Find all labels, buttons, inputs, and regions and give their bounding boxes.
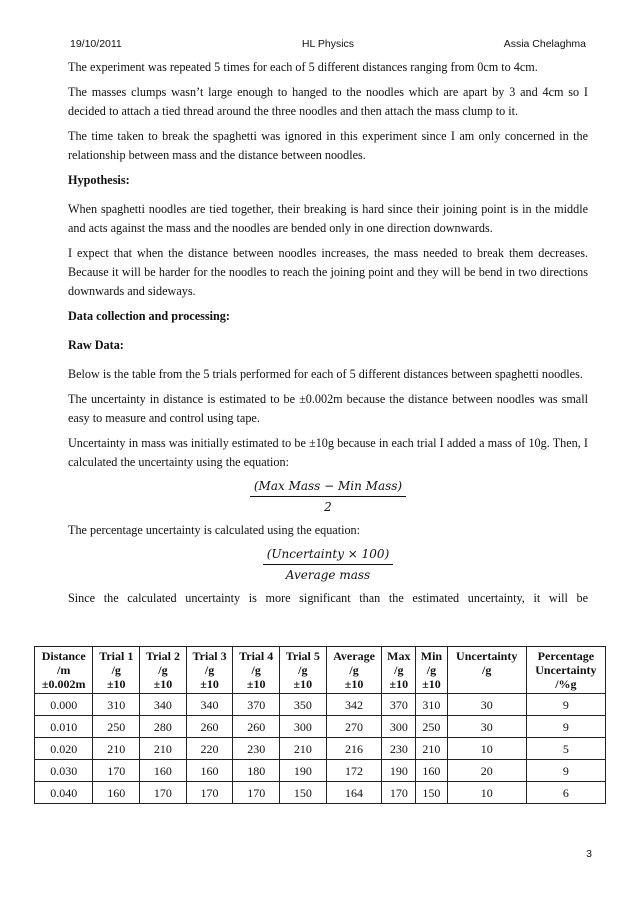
page-number: 3 (586, 848, 592, 860)
percentage-equation (68, 546, 588, 583)
table-cell: 170 (93, 760, 140, 782)
paragraph-repetitions: The experiment was repeated 5 times for each of 5 different distances ranging from 0cm to 4cm. (68, 60, 538, 74)
paragraph-mass-clumps: The masses clumps wasn’t large enough to hanged to the noodles which are apart by 3 and 4cm so I decided to attach a tied thread around the three noodles and then attach the mass clump to it. (68, 85, 588, 118)
table-cell: 210 (93, 738, 140, 760)
table-cell: 160 (186, 760, 233, 782)
table-cell: 170 (382, 782, 416, 804)
table-cell: 250 (416, 716, 447, 738)
table-cell: 164 (326, 782, 382, 804)
table-cell: 210 (416, 738, 447, 760)
header-min: Min /g ±10 (416, 647, 447, 694)
table-cell: 150 (280, 782, 327, 804)
table-row (35, 694, 606, 716)
table-cell: 220 (186, 738, 233, 760)
percentage-equation-denominator: Average mass (285, 568, 371, 582)
table-cell: 0.020 (35, 738, 93, 760)
paragraph-hypothesis-1: When spaghetti noodles are tied together, their breaking is hard since their joining point is in the middle and acts against the mass and the noodles are bended only in one direction downwards. (68, 202, 588, 235)
table-cell: 190 (382, 760, 416, 782)
table-cell: 10 (447, 782, 526, 804)
header-distance: Distance /m ±0.002m (35, 647, 93, 694)
page-header (70, 38, 586, 52)
table-cell: 172 (326, 760, 382, 782)
table-cell: 340 (140, 694, 187, 716)
table-cell: 280 (140, 716, 187, 738)
table-cell: 170 (186, 782, 233, 804)
header-subject: HL Physics (301, 38, 355, 50)
table-cell: 30 (447, 716, 526, 738)
table-cell: 10 (447, 738, 526, 760)
table-cell: 20 (447, 760, 526, 782)
paragraph-time-ignored: The time taken to break the spaghetti was ignored in this experiment since I am only concerned in the relationship between mass and the distance between noodles. (68, 129, 588, 162)
table-cell: 370 (233, 694, 280, 716)
table-cell: 210 (140, 738, 187, 760)
table-cell: 9 (526, 760, 605, 782)
uncertainty-equation (68, 478, 588, 515)
table-cell: 230 (382, 738, 416, 760)
table-cell: 170 (233, 782, 280, 804)
table-cell: 9 (526, 694, 605, 716)
table-cell: 310 (93, 694, 140, 716)
table-cell: 160 (416, 760, 447, 782)
paragraph-conclusion-fragment: Since the calculated uncertainty is more significant than the estimated uncertainty, it will be (68, 591, 588, 605)
table-cell: 300 (382, 716, 416, 738)
paragraph-hypothesis-2: I expect that when the distance between noodles increases, the mass needed to break them decreases. Because it will be harder for the noodles to reach the joining point and they will be bend in two directions downwards and sideways. (68, 246, 588, 298)
table-cell: 180 (233, 760, 280, 782)
table-cell: 9 (526, 716, 605, 738)
paragraph-percentage-intro: The percentage uncertainty is calculated using the equation: (68, 523, 361, 537)
table-cell: 0.010 (35, 716, 93, 738)
header-uncertainty: Uncertainty /g (447, 647, 526, 694)
data-collection-heading: Data collection and processing: (68, 309, 230, 323)
percentage-equation-numerator: (Uncertainty × 100) (263, 546, 394, 565)
header-max: Max /g ±10 (382, 647, 416, 694)
header-percentage-uncertainty: Percentage Uncertainty /%g (526, 647, 605, 694)
header-date: 19/10/2011 (70, 38, 122, 50)
header-trial-5: Trial 5 /g ±10 (280, 647, 327, 694)
table-cell: 0.040 (35, 782, 93, 804)
table-cell: 350 (280, 694, 327, 716)
table-cell: 0.030 (35, 760, 93, 782)
table-cell: 5 (526, 738, 605, 760)
raw-data-table (34, 646, 606, 804)
header-trial-2: Trial 2 /g ±10 (140, 647, 187, 694)
hypothesis-heading: Hypothesis: (68, 173, 130, 187)
table-cell: 230 (233, 738, 280, 760)
table-cell: 216 (326, 738, 382, 760)
table-cell: 190 (280, 760, 327, 782)
header-average: Average /g ±10 (326, 647, 382, 694)
raw-data-heading: Raw Data: (68, 338, 124, 352)
header-author: Assia Chelaghma (503, 38, 586, 50)
document-body (68, 58, 588, 614)
table-cell: 310 (416, 694, 447, 716)
table-cell: 150 (416, 782, 447, 804)
table-cell: 340 (186, 694, 233, 716)
table-cell: 210 (280, 738, 327, 760)
uncertainty-equation-denominator: 2 (324, 500, 332, 514)
table-cell: 270 (326, 716, 382, 738)
table-cell: 300 (280, 716, 327, 738)
header-trial-1: Trial 1 /g ±10 (93, 647, 140, 694)
table-header-row (35, 647, 606, 694)
table-cell: 250 (93, 716, 140, 738)
table-cell: 160 (93, 782, 140, 804)
paragraph-mass-uncertainty: Uncertainty in mass was initially estimated to be ±10g because in each trial I added a mass of 10g. Then, I calculated the uncertainty using the equation: (68, 436, 588, 469)
table-row (35, 738, 606, 760)
table-cell: 370 (382, 694, 416, 716)
table-row (35, 760, 606, 782)
header-trial-4: Trial 4 /g ±10 (233, 647, 280, 694)
table-row (35, 716, 606, 738)
table-cell: 30 (447, 694, 526, 716)
table-cell: 170 (140, 782, 187, 804)
paragraph-distance-uncertainty: The uncertainty in distance is estimated to be ±0.002m because the distance between noodles was small easy to measure and control using tape. (68, 392, 588, 425)
table-cell: 260 (233, 716, 280, 738)
table-cell: 0.000 (35, 694, 93, 716)
header-trial-3: Trial 3 /g ±10 (186, 647, 233, 694)
table-cell: 260 (186, 716, 233, 738)
table-cell: 6 (526, 782, 605, 804)
paragraph-table-intro: Below is the table from the 5 trials performed for each of 5 different distances between spaghetti noodles. (68, 367, 583, 381)
table-cell: 160 (140, 760, 187, 782)
table-row (35, 782, 606, 804)
table-cell: 342 (326, 694, 382, 716)
uncertainty-equation-numerator: (Max Mass − Min Mass) (250, 478, 406, 497)
